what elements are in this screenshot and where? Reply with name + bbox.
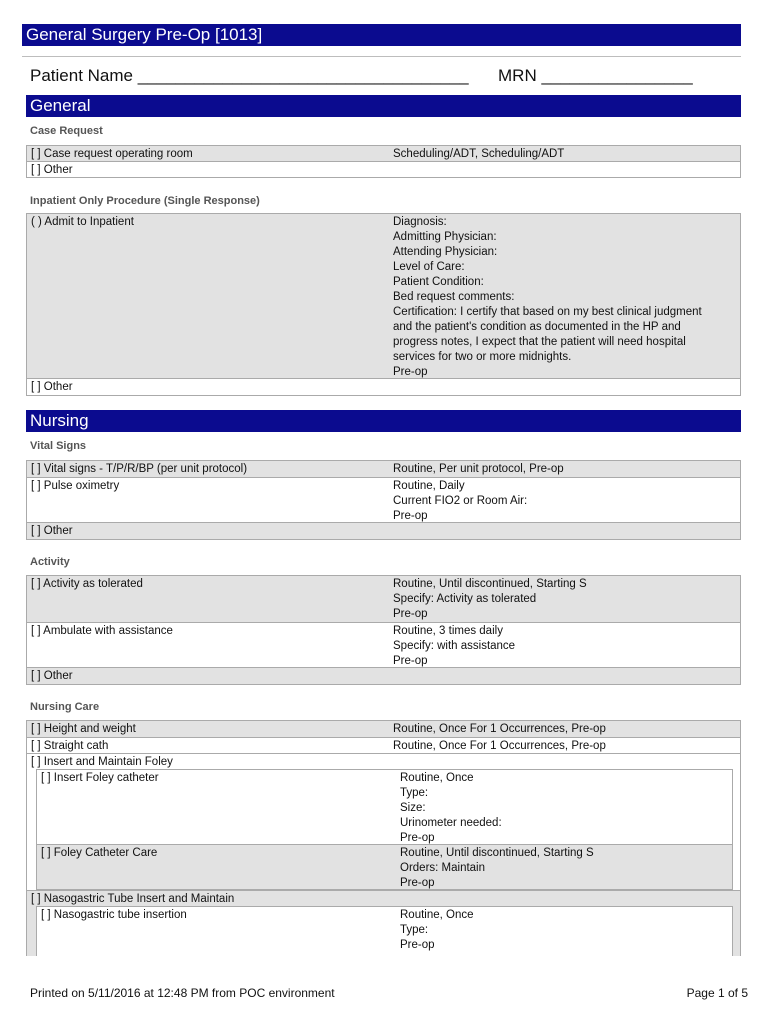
order-label: [ ] Ambulate with assistance [31,625,173,637]
mrn-field[interactable]: MRN ________________ [498,66,693,85]
order-row-case-request[interactable] [26,145,741,162]
order-label: [ ] Nasogastric tube insertion [41,909,187,921]
order-label: [ ] Activity as tolerated [31,578,143,590]
order-detail: Routine, 3 times daily Specify: with assistance Pre-op [393,625,516,667]
order-label: [ ] Height and weight [31,723,136,735]
order-row-activity-tolerated[interactable] [26,575,741,623]
order-row-ambulate[interactable] [26,622,741,668]
order-detail: Routine, Per unit protocol, Pre-op [393,463,564,475]
order-detail: Routine, Daily Current FIO2 or Room Air: Pre-op [393,480,528,522]
order-detail: Routine, Once For 1 Occurrences, Pre-op [393,740,606,752]
patient-name-field[interactable]: Patient Name ___________________________________ [30,66,469,85]
subheading-case-request: Case Request [30,125,103,137]
order-detail: Scheduling/ADT, Scheduling/ADT [393,148,565,160]
subheading-nursing-care: Nursing Care [30,701,100,713]
form-title: General Surgery Pre-Op [1013] [22,24,741,46]
order-group-label: [ ] Nasogastric Tube Insert and Maintain [31,893,235,905]
order-row-activity-other[interactable] [26,667,741,685]
order-label: ( ) Admit to Inpatient [31,216,134,228]
subheading-activity: Activity [30,556,70,568]
subheading-vital-signs: Vital Signs [30,440,87,452]
order-row-vital-other[interactable] [26,522,741,540]
order-label: [ ] Vital signs - T/P/R/BP (per unit protocol) [31,463,248,475]
subheading-inpatient: Inpatient Only Procedure (Single Response) [30,195,260,207]
divider [22,56,741,57]
section-header-nursing: Nursing [26,410,741,432]
order-row-straight-cath[interactable] [26,737,741,754]
order-detail: Routine, Until discontinued, Starting S Specify: Activity as tolerated Pre-op [393,578,587,620]
order-label: [ ] Other [31,670,73,682]
order-label: [ ] Case request operating room [31,148,193,160]
footer-page-number: Page 1 of 5 [686,986,748,1000]
order-row-pulse-oximetry[interactable] [26,477,741,523]
order-label: [ ] Foley Catheter Care [41,847,158,859]
order-row-case-other[interactable] [26,161,741,178]
order-label: [ ] Other [31,525,73,537]
order-detail: Diagnosis: Admitting Physician: Attending Physician: Level of Care: Patient Condition: Bed request comments: Certification: I certify that based on my best clinical judgment and the patient's condition as documented in the HP and progress notes, I expect that the patient will need hospital services for two or more midnights. Pre-op [393,216,702,378]
order-row-inpatient-other[interactable] [26,378,741,396]
order-label: [ ] Insert Foley catheter [41,772,159,784]
order-label: [ ] Pulse oximetry [31,480,120,492]
order-detail: Routine, Once For 1 Occurrences, Pre-op [393,723,606,735]
section-header-general: General [26,95,741,117]
order-row-admit-inpatient[interactable] [26,213,741,379]
order-label: [ ] Straight cath [31,740,109,752]
order-detail: Routine, Once Type: Pre-op [400,909,474,951]
order-label: [ ] Other [31,381,73,393]
order-row-height-weight[interactable] [26,720,741,738]
order-detail: Routine, Until discontinued, Starting S Orders: Maintain Pre-op [400,847,594,889]
footer-printed-on: Printed on 5/11/2016 at 12:48 PM from POC environment [30,986,335,1000]
order-group-label: [ ] Insert and Maintain Foley [31,756,173,768]
order-detail: Routine, Once Type: Size: Urinometer needed: Pre-op [400,772,502,844]
order-row-vital-signs[interactable] [26,460,741,478]
order-label: [ ] Other [31,164,73,176]
order-row-foley-care[interactable] [36,844,733,890]
order-row-nasogastric-insertion[interactable] [36,906,733,956]
order-row-insert-foley[interactable] [36,769,733,845]
